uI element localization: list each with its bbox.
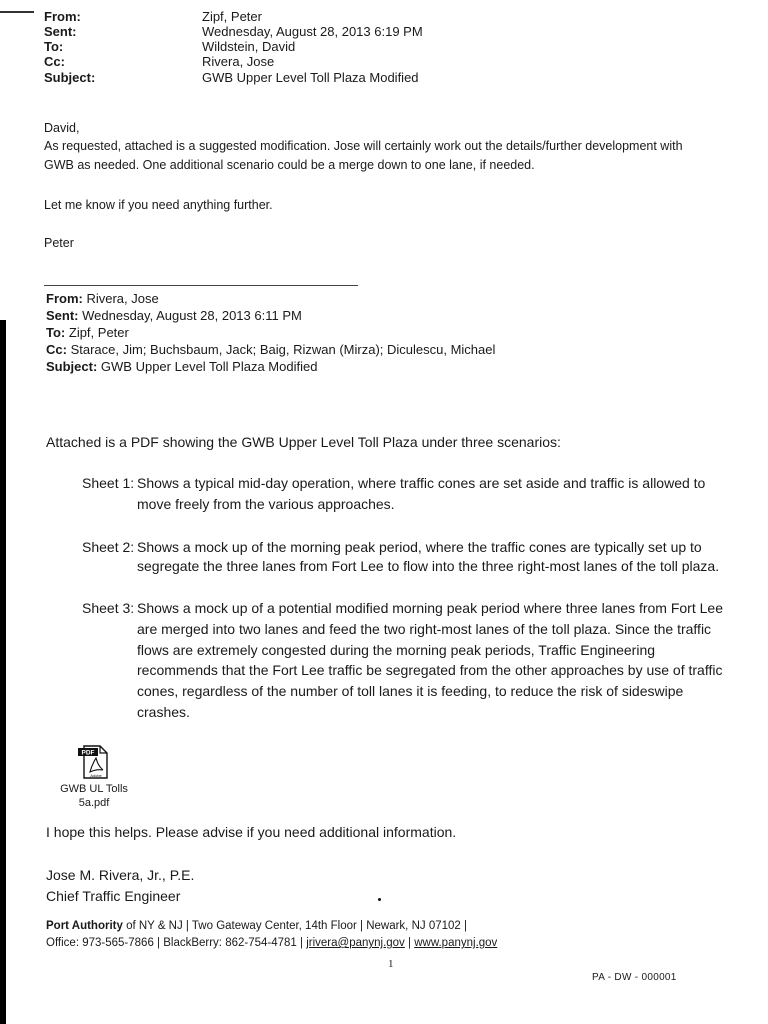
header-from-value: Zipf, Peter: [202, 9, 262, 24]
svg-text:PDF: PDF: [81, 749, 95, 757]
sheet-2-line-1: Shows a mock up of the morning peak period, where the traffic cones are typically set up to: [137, 539, 702, 555]
sheet-3-line-4: recommends that the Fort Lee traffic be segregated from the other approaches by use of traffic: [137, 662, 723, 678]
footer-separator: |: [404, 937, 415, 949]
header-from-label: From:: [44, 9, 81, 24]
fwd-sent-label: Sent:: [46, 308, 79, 323]
fwd-to-value: Zipf, Peter: [68, 325, 129, 340]
fwd-to-label: To:: [46, 325, 66, 340]
attachment-name-line-1: GWB UL Tolls: [60, 783, 128, 795]
sheet-2-line-2: segregate the three lanes from Fort Lee to flow into the three right-most lanes of the toll plaza.: [137, 558, 720, 574]
header-cc-value: Rivera, Jose: [202, 54, 275, 69]
footer-email-link[interactable]: jrivera@panynj.gov: [306, 937, 405, 949]
footer-line-2: [46, 936, 497, 951]
fwd-sent-row: [46, 307, 302, 324]
fwd-from-value: Rivera, Jose: [86, 291, 159, 306]
reply-line-3: Let me know if you need anything further.: [44, 198, 273, 212]
header-cc-label: Cc:: [44, 54, 65, 69]
sheet-1-line-2: move freely from the various approaches.: [137, 496, 395, 512]
fwd-subject-row: [46, 358, 317, 375]
sheet-1-line-1: Shows a typical mid-day operation, where traffic cones are set aside and traffic is allowed to: [137, 475, 706, 491]
signature-name: Jose M. Rivera, Jr., P.E.: [46, 867, 195, 883]
closing-text: I hope this helps. Please advise if you need additional information.: [46, 824, 457, 840]
fwd-subject-label: Subject:: [46, 359, 98, 374]
header-to-label: To:: [44, 39, 64, 54]
header-sent-label: Sent:: [44, 24, 77, 39]
scan-mark: [0, 11, 34, 13]
header-subject-label: Subject:: [44, 70, 96, 85]
signature-title: Chief Traffic Engineer: [46, 888, 181, 904]
fwd-to-row: [46, 324, 129, 341]
sheet-1-label: Sheet 1:: [82, 475, 135, 491]
fwd-cc-value: Starace, Jim; Buchsbaum, Jack; Baig, Rizwan (Mirza); Diculescu, Michael: [70, 342, 496, 357]
sheet-3-label: Sheet 3:: [82, 600, 135, 616]
fwd-from-row: [46, 290, 159, 307]
sheet-3-line-3: flows are extremely congested during the morning peak periods, Traffic Engineering: [137, 642, 656, 658]
reply-signoff: Peter: [44, 236, 74, 250]
sheet-3-line-2: are merged into two lanes and feed the two right-most lanes of the toll plaza. Since the traffic: [137, 621, 712, 637]
sheet-3-line-6: crashes.: [137, 704, 190, 720]
sheet-2-label: Sheet 2:: [82, 539, 135, 555]
page-number: 1: [388, 958, 394, 970]
attachment-name[interactable]: [44, 782, 144, 810]
sheet-3-line-5: cones, regardless of the number of toll lanes it is feeding, to reduce the risk of sideswipe: [137, 683, 684, 699]
footer-line-1: [46, 919, 467, 934]
message-divider: [44, 285, 358, 286]
header-sent-value: Wednesday, August 28, 2013 6:19 PM: [202, 24, 423, 39]
attachment-name-line-2: 5a.pdf: [78, 797, 110, 809]
header-to-value: Wildstein, David: [202, 39, 296, 54]
fwd-from-label: From:: [46, 291, 83, 306]
fwd-subject-value: GWB Upper Level Toll Plaza Modified: [100, 359, 318, 374]
header-subject-value: GWB Upper Level Toll Plaza Modified: [202, 70, 419, 85]
fwd-cc-label: Cc:: [46, 342, 67, 357]
scan-edge-shadow: [0, 320, 6, 1024]
scan-speck: [378, 898, 381, 901]
message-intro: Attached is a PDF showing the GWB Upper Level Toll Plaza under three scenarios:: [46, 434, 561, 450]
reply-greeting: David,: [44, 121, 80, 135]
sheet-3-line-1: Shows a mock up of a potential modified morning peak period where three lanes from Fort Lee: [137, 600, 723, 616]
bates-number: PA - DW - 000001: [592, 972, 677, 983]
reply-line-1: As requested, attached is a suggested modification. Jose will certainly work out the details/further development with: [44, 139, 683, 153]
fwd-sent-value: Wednesday, August 28, 2013 6:11 PM: [82, 308, 302, 323]
footer-org: Port Authority: [46, 920, 123, 932]
pdf-file-icon[interactable]: [76, 744, 110, 780]
footer-address: of NY & NJ | Two Gateway Center, 14th Floor | Newark, NJ 07102 |: [122, 920, 467, 932]
reply-line-2: GWB as needed. One additional scenario could be a merge down to one lane, if needed.: [44, 158, 535, 172]
footer-phones: Office: 973-565-7866 | BlackBerry: 862-754-4781 |: [46, 937, 307, 949]
svg-text:Adobe: Adobe: [90, 773, 102, 778]
footer-web-link[interactable]: www.panynj.gov: [414, 937, 498, 949]
fwd-cc-row: [46, 341, 495, 358]
